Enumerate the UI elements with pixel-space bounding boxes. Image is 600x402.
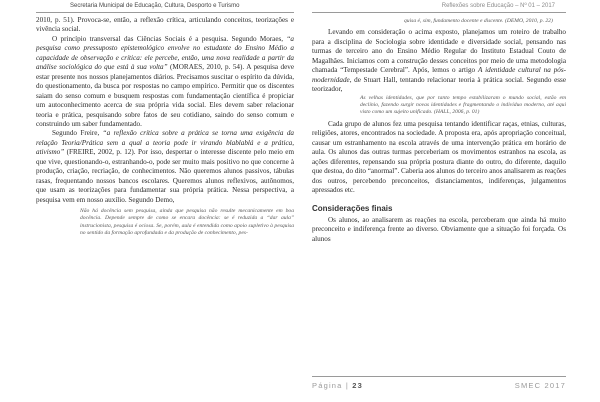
- header-rule-right: [312, 12, 566, 13]
- block-quote: Não há docência sem pesquisa, ainda que pesquisa não resulte mecanicamente em boa docência. Depende sempre de como se encara docência: se é reduzida a “dar aula” instrucionista, pesquisa é ociosa. Se, porém, aula é entendida como apoio supletivo à pesquisa no sentido da formação aprofundada e da produção de conhecimento, pes-: [80, 208, 294, 237]
- page-number-value: 23: [352, 381, 364, 390]
- left-column: [36, 16, 294, 238]
- paragraph: Cada grupo de alunos fez uma pesquisa tentando identificar raças, etnias, culturas, religiões, atores, encontrados na sociedade. A proposta era, após apropriação conceitual, causar um estranhamento na escola através de uma intervenção prática em horário de aula. Os alunos das outras turmas perceberiam os movimentos estranhos na escola, as ações diferentes, repensando sua própria postura diante do outro, do diferente, daquilo que destoa, do dito “anormal”. Caberia aos alunos do terceiro anos analisarem as reações dos outros, percebendo preconceitos, distanciamentos, indiferenças, julgamentos apressados etc.: [312, 119, 566, 194]
- inline-quote: “a reflexão crítica sobre a prática se torna uma exigência da relação Teoria/Prática sem a qual a teoria pode ir virando blablablá e a prática, ativismo”: [36, 129, 294, 157]
- text-run: (MORAES, 2010, p. 54). A pesquisa deve estar presente nos nossos planejamentos diários. Precisamos suscitar o espírito da dúvida, do questionamento, da busca por respostas no campo empírico. Permitir que os discentes saiam do senso comum e busquem respostas com fundamentação científica é propiciar um autoconhecimento acerca de sua própria vida social. Eles devem saber relacionar teoria e prática, pesquisando sobre fatos de seu cotidiano, saindo do senso comum e construindo um saber fundamentado.: [36, 63, 294, 128]
- block-quote-continued: quisa é, sim, fundamento docente e discente. (DEMO, 2010, p. 22): [404, 18, 553, 24]
- right-column: [312, 16, 566, 244]
- paragraph: [36, 129, 294, 205]
- paragraph: Os alunos, ao analisarem as reações na escola, perceberam que ainda há muito preconceito e indiferença frente ao diverso. Obviamente que a situação foi forçada. Os alunos: [312, 215, 566, 243]
- paragraph: [312, 28, 566, 94]
- paragraph: 2010, p. 51). Provoca-se, então, a reflexão crítica, articulando conceitos, teorizações e vivência social.: [36, 16, 294, 34]
- text-run: Segundo Freire,: [52, 129, 103, 138]
- text-run: O princípio transversal das Ciências Sociais é a pesquisa. Segundo Moraes,: [52, 34, 287, 43]
- running-header-right: Reflexões sobre Educação – Nº 01 – 2017: [441, 3, 555, 9]
- running-header-left: Secretaria Municipal de Educação, Cultura, Desporto e Turismo: [70, 3, 240, 9]
- page-number: [312, 381, 363, 390]
- text-run: (FREIRE, 2002, p. 12). Por isso, despertar o interesse discente pelo meio em que vive, questionando-o, estranhando-o, pode ser muito mais positivo no que concerne à produção, criação, recriação, de conhecimentos. Não queremos alunos passivos, tábulas rasas, frequentando nossos bancos escolares. Queremos alunos reflexivos, autônomos, que usam as teorizações para fundamentar sua própria prática. Nessa perspectiva, a pesquisa vem em nosso auxílio. Segundo Demo,: [36, 148, 294, 204]
- section-heading: Considerações finais: [312, 204, 393, 214]
- footer-rule: [312, 376, 566, 377]
- paragraph: [36, 35, 294, 130]
- page-label: Página |: [312, 381, 353, 390]
- text-run: , de Stuart Hall, tentando relacionar teoria à prática social. Segundo esse teorizador,: [312, 75, 566, 94]
- header-rule-left: [36, 12, 294, 13]
- block-quote: As velhas identidades, que por tanto tempo estabilizaram o mundo social, estão em declínio, fazendo surgir novas identidades e fragmentando o indivíduo moderno, até aqui visto como um sujeito unificado. (HALL, 2006, p. 01): [360, 94, 566, 116]
- inline-quote: “a pesquisa como pressuposto epistemológico envolve no estudante do Ensino Médio a capacidade de observação e crítica: ele percebe, então, uma nova realidade a partir da análise sociológica do que está à sua volta”: [36, 34, 294, 72]
- footer-publication: SMEC 2017: [514, 381, 566, 390]
- text-run: Levando em consideração o acima exposto, planejamos um roteiro de trabalho para a disciplina de Sociologia sobre identidade e diversidade social, pensando nas turmas de terceiro ano do Ensino Médio Regular do Instituto Estadual Couto de Magalhães. Iniciamos com a construção desses conceitos por meio de uma metodologia chamada “Tempestade Cerebral”. Após, lemos o artigo: [312, 28, 566, 75]
- article-title: A identidade cultural na pós-modernidade: [312, 66, 566, 84]
